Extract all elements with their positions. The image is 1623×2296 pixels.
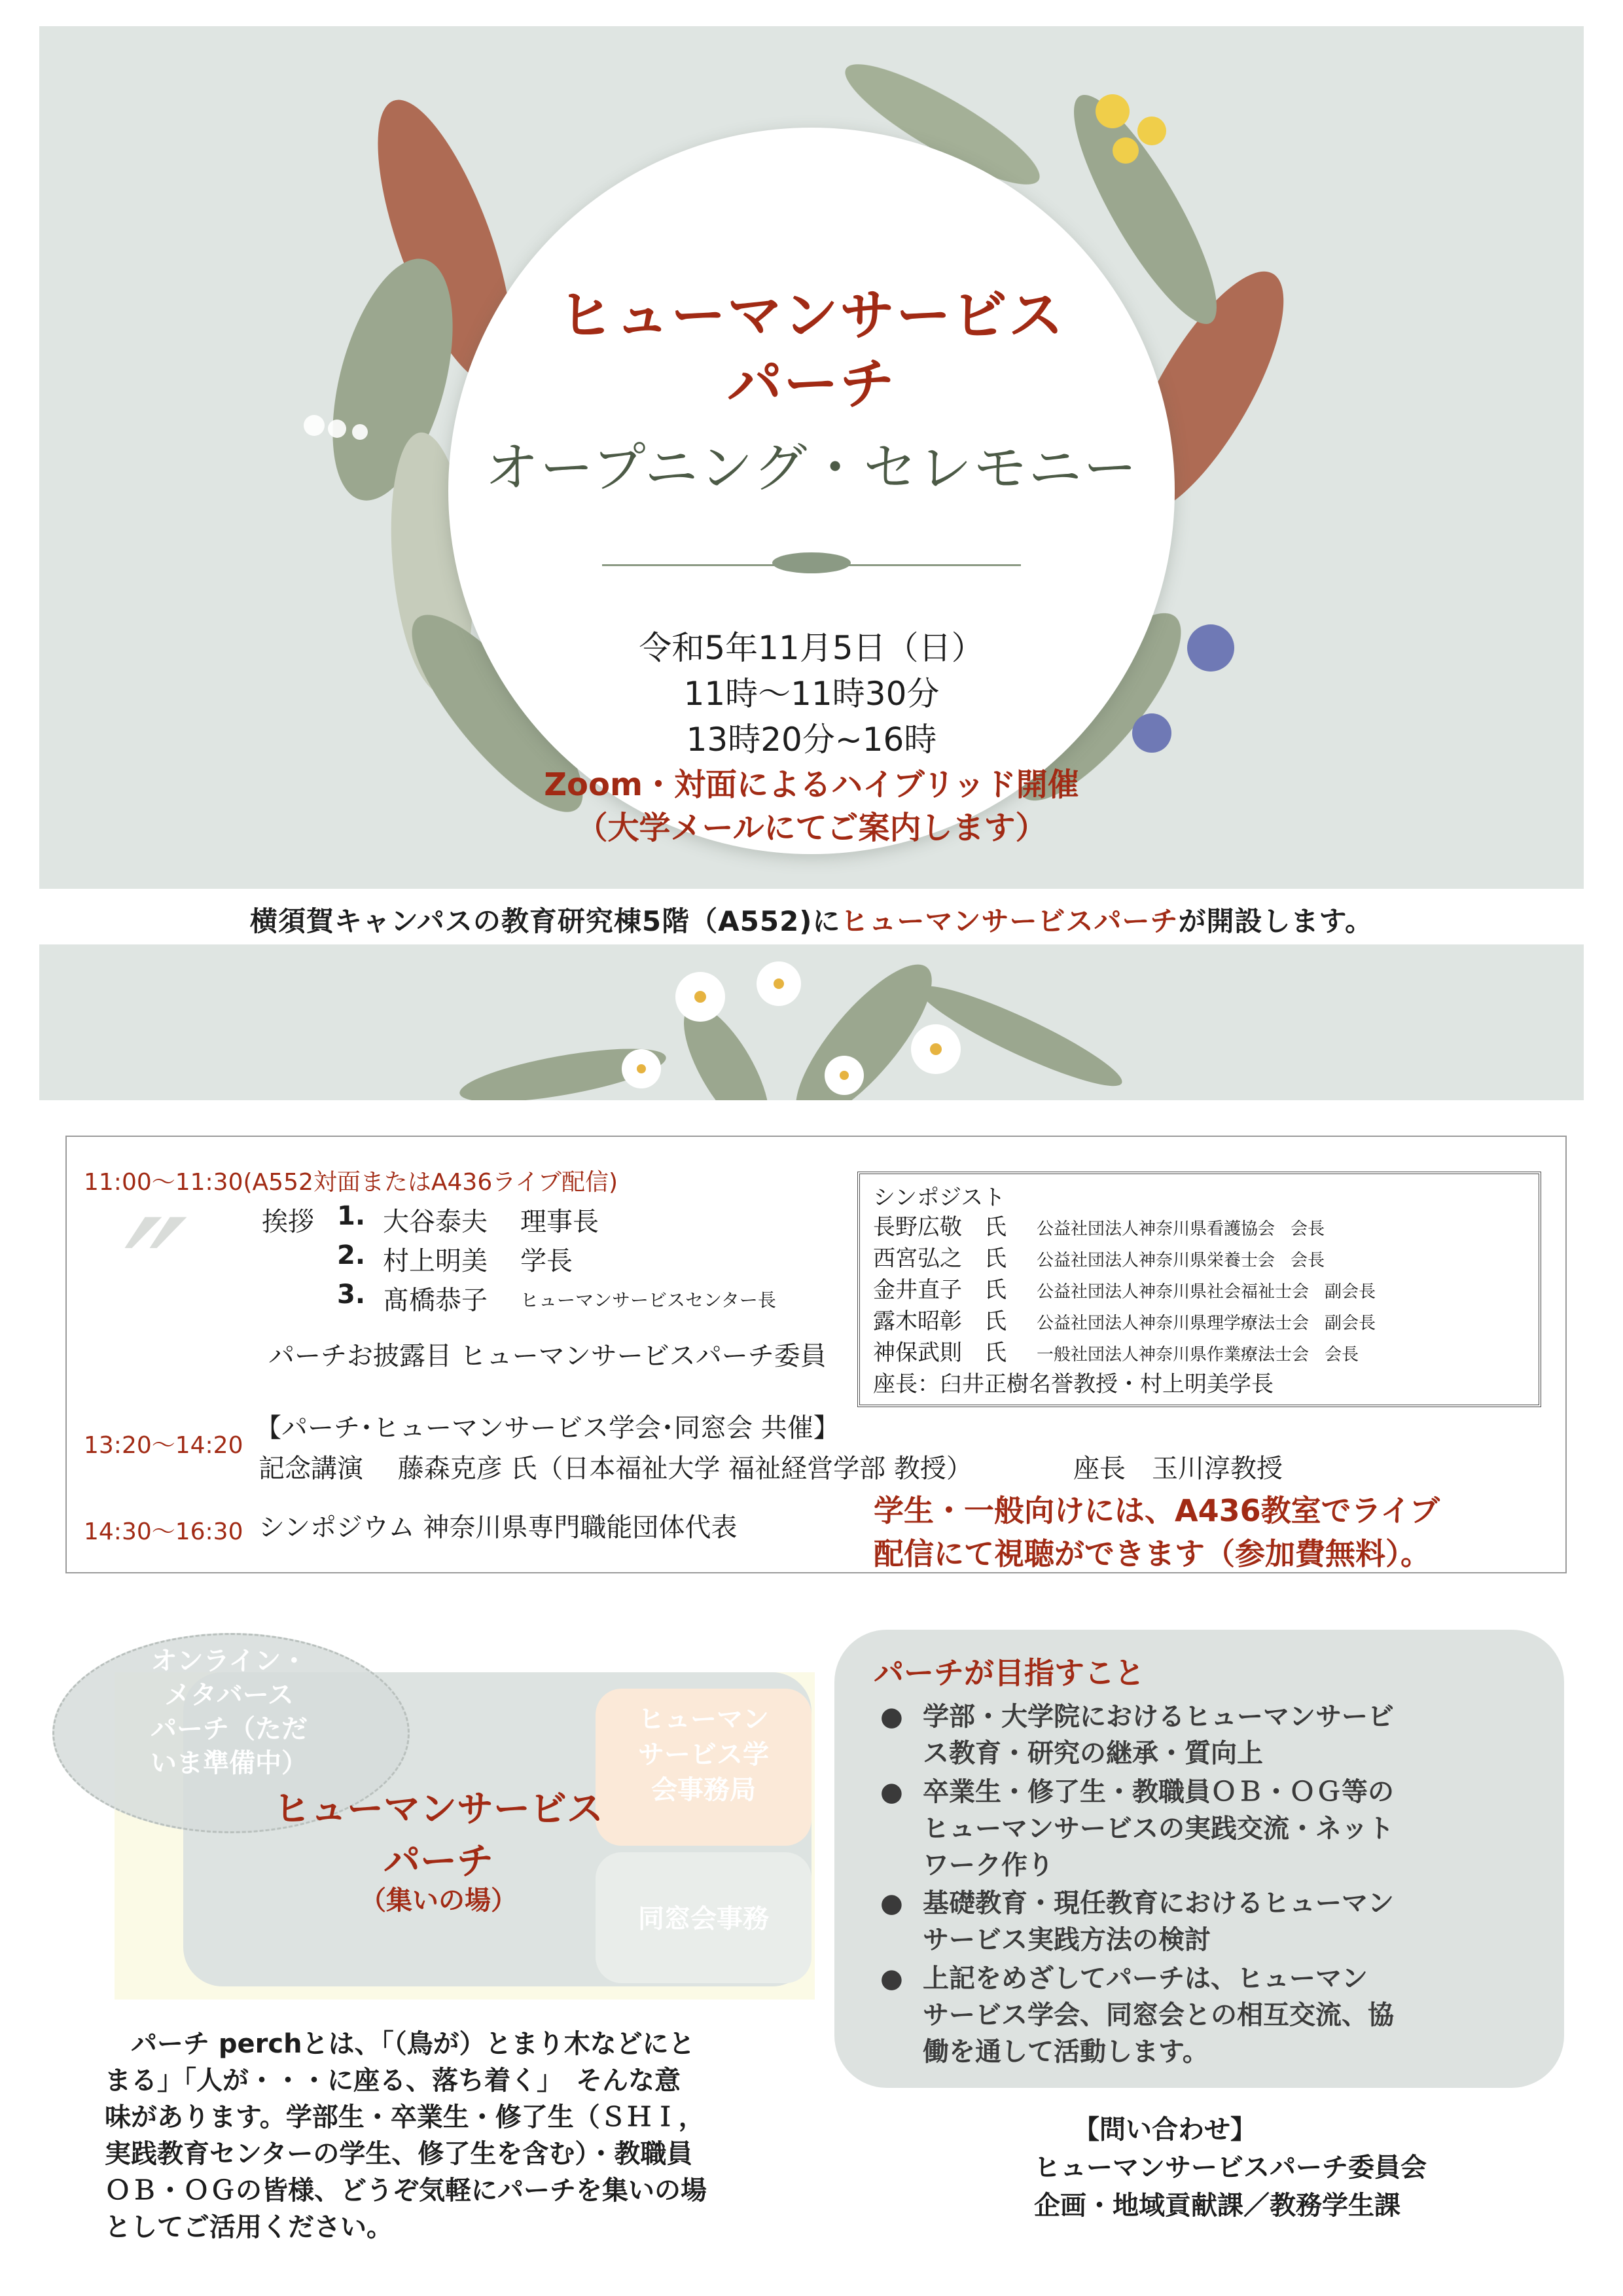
session-2-time: 13:20〜14:20 xyxy=(84,1432,243,1459)
greeting-name-3: 髙橋恭子 xyxy=(383,1285,488,1316)
goal-line: 働を通して活動します。 xyxy=(923,2037,1209,2067)
perch-description xyxy=(105,2026,844,2246)
symposist-org: 公益社団法人神奈川県看護協会 xyxy=(1037,1219,1275,1239)
keynote-chair: 座長 玉川淳教授 xyxy=(1073,1454,1283,1484)
greeting-name-1: 大谷泰夫 xyxy=(383,1207,488,1237)
session-1-time: 11:00〜11:30(A552対面またはA436ライブ配信) xyxy=(84,1169,618,1196)
perch-title-2: パーチ xyxy=(383,1840,493,1883)
symposist-org: 公益社団法人神奈川県栄養士会 xyxy=(1037,1251,1275,1270)
online-line: メタバース xyxy=(164,1680,294,1710)
ceremony-subtitle: オープニング・セレモニー xyxy=(484,437,1139,499)
perch-title-1: ヒューマンサービス xyxy=(274,1788,603,1831)
contact-line-1: ヒューマンサービスパーチ委員会 xyxy=(1034,2153,1427,2183)
goal-line: 学部・大学院におけるヒューマンサービ xyxy=(923,1702,1394,1732)
goal-line: ワーク作り xyxy=(923,1850,1054,1880)
goal-line: 基礎教育・現任教育におけるヒューマン xyxy=(923,1888,1394,1918)
goal-item xyxy=(880,1960,1548,2070)
goal-line: サービス学会、同窓会との相互交流、協 xyxy=(923,2000,1394,2030)
symposist-pos: 副会長 xyxy=(1325,1282,1376,1302)
live-stream-note xyxy=(874,1489,1561,1575)
symposist-heading: シンポジスト xyxy=(873,1185,1006,1211)
perch-subtitle: （集いの場） xyxy=(360,1886,517,1916)
society-line: サービス学 xyxy=(638,1740,769,1770)
symposist-pos: 会長 xyxy=(1291,1219,1325,1239)
online-perch-label xyxy=(98,1644,360,1780)
intro-part-1: 横須賀キャンパスの教育研究棟5階（A552)に xyxy=(249,905,841,937)
quote-mark-left-icon: ″ xyxy=(124,1184,188,1382)
goal-item xyxy=(880,1698,1548,1772)
event-date: 令和5年11月5日（日） xyxy=(639,629,984,667)
bullet-icon: ● xyxy=(880,1702,903,1732)
intro-text xyxy=(39,900,1584,939)
goal-item xyxy=(880,1885,1548,1958)
goal-item xyxy=(880,1774,1548,1884)
desc-line: まる」「人が・・・に座る、落ち着く」 そんな意 xyxy=(105,2066,681,2096)
symposist-name: 西宮弘之 氏 xyxy=(873,1246,1007,1272)
greeting-num-1: 1. xyxy=(337,1201,366,1231)
goal-line: 卒業生・修了生・教職員ＯＢ・ＯＧ等の xyxy=(923,1777,1394,1807)
goal-line: サービス実践方法の検討 xyxy=(923,1925,1211,1955)
bullet-icon: ● xyxy=(880,1777,903,1807)
live-note-line-1: 学生・一般向けには、A436教室でライブ xyxy=(874,1493,1440,1528)
greeting-role-2: 学長 xyxy=(520,1246,573,1276)
symposist-box xyxy=(857,1172,1541,1407)
goal-line: ス教育・研究の継承・質向上 xyxy=(923,1738,1263,1768)
goal-line: ヒューマンサービスの実践交流・ネット xyxy=(923,1814,1394,1844)
symposist-pos: 会長 xyxy=(1325,1345,1359,1365)
greeting-num-2: 2. xyxy=(337,1240,366,1270)
desc-line: パーチ perchとは、「（鳥が）とまり木などにと xyxy=(105,2029,695,2059)
perch-debut: パーチお披露目 ヒューマンサービスパーチ委員 xyxy=(268,1341,827,1371)
symposist-row xyxy=(873,1213,1525,1244)
online-line: パーチ（ただ xyxy=(151,1714,308,1744)
session-2-title: 【パーチ･ヒューマンサービス学会･同窓会 共催】 xyxy=(255,1413,840,1443)
hybrid-notice: Zoom・対面によるハイブリッド開催 xyxy=(544,766,1079,803)
greeting-name-2: 村上明美 xyxy=(383,1246,488,1276)
symposist-pos: 副会長 xyxy=(1325,1314,1376,1333)
keynote-lecture: 記念講演 藤森克彦 氏（日本福祉大学 福祉経営学部 教授） xyxy=(259,1454,972,1484)
leaf-icon xyxy=(766,543,857,583)
symposist-name: 長野広敬 氏 xyxy=(873,1214,1007,1240)
symposist-row xyxy=(873,1338,1525,1370)
greeting-label: 挨拶 xyxy=(262,1207,314,1237)
bullet-icon: ● xyxy=(880,1964,903,1994)
symposist-row xyxy=(873,1307,1525,1338)
contact-heading: 【問い合わせ】 xyxy=(1073,2115,1257,2145)
symposist-name: 神保武則 氏 xyxy=(873,1340,1007,1366)
goals-title: パーチが目指すこと xyxy=(874,1655,1145,1691)
intro-part-2: が開設します。 xyxy=(1178,905,1374,937)
desc-line: としてご活用ください。 xyxy=(105,2212,393,2242)
title-line-1: ヒューマンサービス xyxy=(558,283,1065,348)
event-time-1: 11時〜11時30分 xyxy=(683,675,940,713)
goal-line: 上記をめざしてパーチは、ヒューマン xyxy=(923,1964,1368,1994)
title-line-2: パーチ xyxy=(726,352,896,416)
hybrid-notice-note: （大学メールにてご案内します） xyxy=(576,810,1047,846)
symposist-org: 一般社団法人神奈川県作業療法士会 xyxy=(1037,1345,1310,1365)
desc-line: 味があります。学部生・卒業生・修了生（ＳＨＩ， xyxy=(105,2102,705,2132)
greeting-role-1: 理事長 xyxy=(520,1207,599,1237)
symposist-pos: 会長 xyxy=(1291,1251,1325,1270)
symposium-chair: 座長：臼井正樹名誉教授・村上明美学長 xyxy=(873,1371,1274,1397)
greeting-num-3: 3. xyxy=(337,1280,366,1310)
contact-info xyxy=(1034,2111,1427,2225)
intro-highlight: ヒューマンサービスパーチ xyxy=(840,905,1179,937)
live-note-line-2: 配信にて視聴ができます（参加費無料）。 xyxy=(874,1536,1431,1571)
symposist-name: 金井直子 氏 xyxy=(873,1277,1007,1303)
society-line: ヒューマン xyxy=(638,1704,769,1734)
event-time-2: 13時20分~16時 xyxy=(686,721,937,759)
session-3-title: シンポジウム 神奈川県専門職能団体代表 xyxy=(259,1513,738,1543)
flower-bouquet-icon xyxy=(39,944,1584,1100)
symposist-row xyxy=(873,1244,1525,1276)
contact-line-2: 企画・地域貢献課／教務学生課 xyxy=(1034,2191,1400,2221)
online-line: オンライン・ xyxy=(151,1646,308,1676)
alumni-office-label: 同窓会事務 xyxy=(638,1904,769,1934)
symposist-org: 公益社団法人神奈川県理学療法士会 xyxy=(1037,1314,1310,1333)
symposist-name: 露木昭彰 氏 xyxy=(873,1308,1007,1335)
flower-strip xyxy=(39,944,1584,1100)
online-line: いま準備中） xyxy=(151,1748,308,1778)
desc-line: ＯＢ・ＯＧの皆様、どうぞ気軽にパーチを集いの場 xyxy=(105,2176,707,2206)
desc-line: 実践教育センターの学生、修了生を含む）・教職員 xyxy=(105,2139,693,2169)
session-3-time: 14:30〜16:30 xyxy=(84,1518,243,1545)
society-line: 会事務局 xyxy=(651,1775,756,1805)
symposist-row xyxy=(873,1276,1525,1307)
greeting-role-3: ヒューマンサービスセンター長 xyxy=(520,1289,776,1311)
symposist-org: 公益社団法人神奈川県社会福祉士会 xyxy=(1037,1282,1310,1302)
bullet-icon: ● xyxy=(880,1888,903,1918)
